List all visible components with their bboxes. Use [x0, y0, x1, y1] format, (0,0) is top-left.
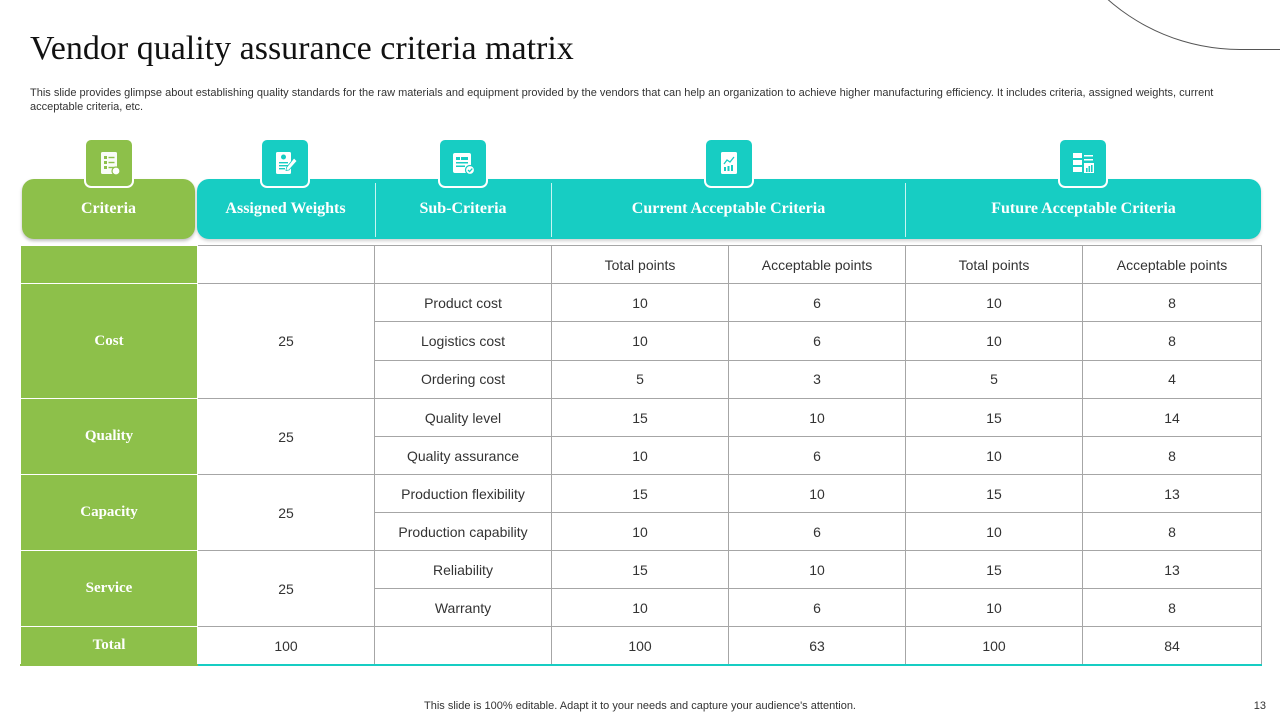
- value-cell: 10: [552, 513, 729, 551]
- weight-cell: 25: [198, 551, 375, 627]
- header-divider: [905, 183, 906, 237]
- sub-criteria-cell: Product cost: [375, 284, 552, 322]
- value-cell: 6: [729, 437, 906, 475]
- table-row: [21, 284, 1262, 322]
- sub-criteria-cell: Ordering cost: [375, 360, 552, 398]
- value-cell: 6: [729, 589, 906, 627]
- value-cell: 15: [552, 475, 729, 513]
- value-cell: 8: [1083, 284, 1262, 322]
- value-cell: 10: [906, 513, 1083, 551]
- header-assigned-weights: Assigned Weights: [225, 200, 346, 217]
- value-cell: 5: [906, 360, 1083, 398]
- criteria-cell: Quality: [21, 399, 198, 475]
- value-cell: 8: [1083, 322, 1262, 360]
- slide-title: Vendor quality assurance criteria matrix: [30, 30, 574, 67]
- subheader-cell: Total points: [552, 246, 729, 284]
- criteria-cell: Cost: [21, 284, 198, 399]
- value-cell: 5: [552, 360, 729, 398]
- header-sub-criteria: Sub-Criteria: [419, 200, 507, 217]
- subheader-cell: Acceptable points: [729, 246, 906, 284]
- dashboard-icon: [1058, 138, 1108, 188]
- value-cell: 10: [729, 475, 906, 513]
- clipboard-check-icon: [438, 138, 488, 188]
- report-chart-icon: [704, 138, 754, 188]
- value-cell: 10: [729, 399, 906, 437]
- header-divider: [375, 183, 376, 237]
- footer-note: This slide is 100% editable. Adapt it to your needs and capture your audience's attention.: [424, 700, 856, 712]
- header-criteria: Criteria: [80, 200, 137, 217]
- value-cell: 10: [906, 437, 1083, 475]
- sub-criteria-cell: Quality assurance: [375, 437, 552, 475]
- total-value-cell: 84: [1083, 627, 1262, 666]
- weight-cell: 25: [198, 475, 375, 551]
- total-row: [21, 627, 1262, 666]
- weight-cell: 25: [198, 399, 375, 475]
- header-divider: [551, 183, 552, 237]
- value-cell: 13: [1083, 475, 1262, 513]
- value-cell: 15: [552, 551, 729, 589]
- value-cell: 15: [552, 399, 729, 437]
- criteria-cell: Service: [21, 551, 198, 627]
- table-row: [21, 399, 1262, 437]
- sub-criteria-cell: [375, 246, 552, 284]
- total-label-cell: Total: [21, 627, 198, 666]
- value-cell: 15: [906, 475, 1083, 513]
- value-cell: 3: [729, 360, 906, 398]
- sub-criteria-cell: [375, 627, 552, 666]
- sub-criteria-cell: Production flexibility: [375, 475, 552, 513]
- value-cell: 10: [906, 322, 1083, 360]
- value-cell: 8: [1083, 437, 1262, 475]
- criteria-cell: Capacity: [21, 475, 198, 551]
- page-number: 13: [1253, 700, 1266, 712]
- table-row: [21, 551, 1262, 589]
- subheader-cell: Total points: [906, 246, 1083, 284]
- weight-cell: 25: [198, 284, 375, 399]
- header-current-acceptable-criteria: Current Acceptable Criteria: [631, 200, 826, 217]
- subheader-row: [21, 246, 1262, 284]
- value-cell: 15: [906, 399, 1083, 437]
- value-cell: 10: [906, 284, 1083, 322]
- sub-criteria-cell: Quality level: [375, 399, 552, 437]
- sub-criteria-cell: Warranty: [375, 589, 552, 627]
- total-value-cell: 100: [552, 627, 729, 666]
- value-cell: 10: [906, 589, 1083, 627]
- document-edit-icon: [260, 138, 310, 188]
- sub-criteria-cell: Logistics cost: [375, 322, 552, 360]
- value-cell: 13: [1083, 551, 1262, 589]
- value-cell: 6: [729, 284, 906, 322]
- header-future-acceptable-criteria: Future Acceptable Criteria: [991, 200, 1176, 217]
- criteria-cell: [21, 246, 198, 284]
- value-cell: 10: [552, 437, 729, 475]
- value-cell: 8: [1083, 513, 1262, 551]
- sub-criteria-cell: Reliability: [375, 551, 552, 589]
- decorative-arc: [1040, 0, 1280, 50]
- value-cell: 10: [729, 551, 906, 589]
- subheader-cell: Acceptable points: [1083, 246, 1262, 284]
- value-cell: 4: [1083, 360, 1262, 398]
- checklist-icon: [84, 138, 134, 188]
- value-cell: 14: [1083, 399, 1262, 437]
- weight-cell: [198, 246, 375, 284]
- value-cell: 6: [729, 513, 906, 551]
- value-cell: 10: [552, 589, 729, 627]
- criteria-matrix-table: [20, 245, 1262, 666]
- slide-description: This slide provides glimpse about establishing quality standards for the raw materials and equipment provided by the vendors that can help an organization to achieve higher manufacturing efficiency. It includes criteria, assigned weights, current acceptable criteria, etc.: [30, 87, 1214, 113]
- value-cell: 6: [729, 322, 906, 360]
- total-value-cell: 63: [729, 627, 906, 666]
- sub-criteria-cell: Production capability: [375, 513, 552, 551]
- value-cell: 15: [906, 551, 1083, 589]
- table-row: [21, 475, 1262, 513]
- value-cell: 10: [552, 284, 729, 322]
- value-cell: 10: [552, 322, 729, 360]
- total-value-cell: 100: [906, 627, 1083, 666]
- value-cell: 8: [1083, 589, 1262, 627]
- total-weight-cell: 100: [198, 627, 375, 666]
